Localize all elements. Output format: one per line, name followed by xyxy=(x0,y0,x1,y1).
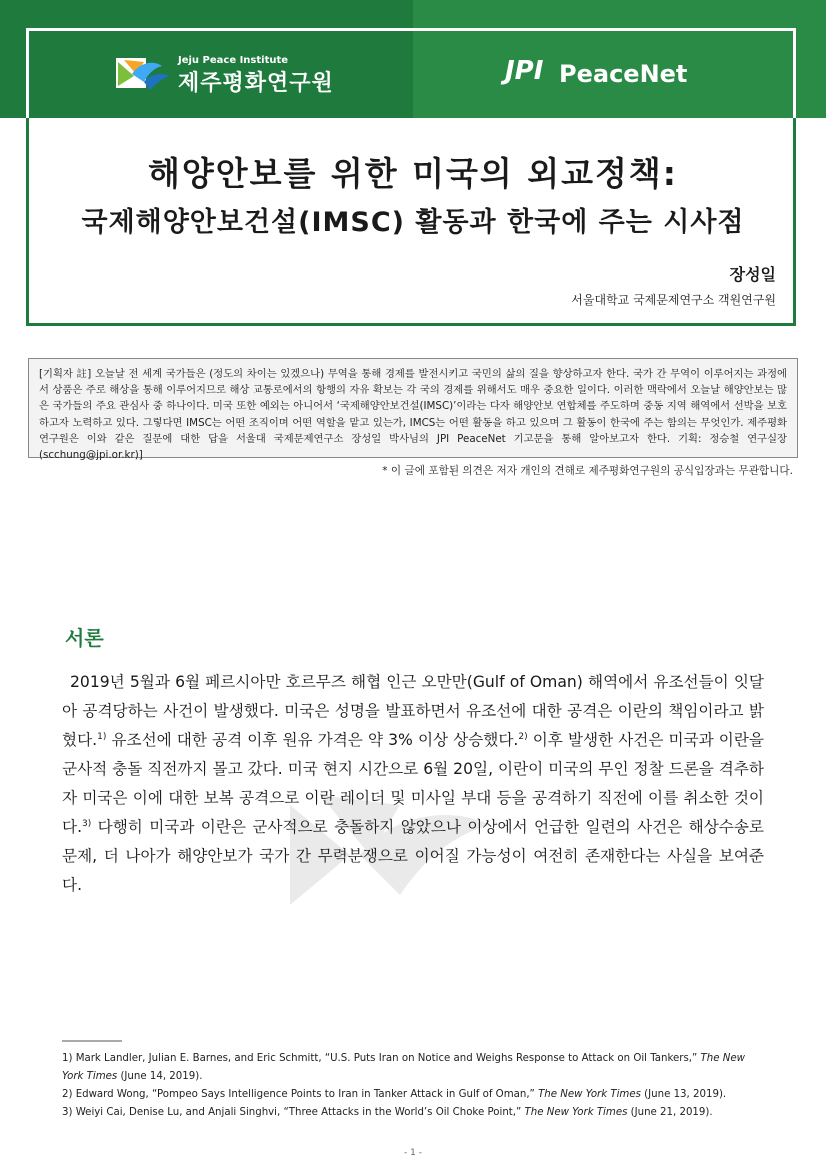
footnote-divider xyxy=(62,1040,122,1042)
page-title: 해양안보를 위한 미국의 외교정책: xyxy=(148,154,678,193)
footnote-item: 2) Edward Wong, “Pompeo Says Intelligence Points to Iran in Tanker Attack in Gulf of Oman,” The New York Times (June 13, 2019). xyxy=(62,1089,727,1100)
body-text: 유조선에 대한 공격 이후 원유 가격은 약 3% 이상 상승했다. xyxy=(106,731,519,749)
jpi-dove-icon xyxy=(114,52,174,92)
footnote-ref[interactable]: 1) xyxy=(97,731,107,742)
body-text: 2019년 5월과 6월 페르시아만 호르무즈 해협 인근 오만만(Gulf of Oman) 해역에서 유조선들이 잇달아 공격당하는 사건이 발생했다. 미국은 성명을 발표하면서 유조선에 대한 공격은 이란의 책임이라고 밝혔다. xyxy=(62,673,764,749)
footnote-ref[interactable]: 2) xyxy=(518,731,528,742)
disclaimer: * 이 글에 포함된 의견은 저자 개인의 견해로 제주평화연구원의 공식입장과는 무관합니다. xyxy=(382,465,793,477)
peacenet-mark: JPI xyxy=(505,56,544,86)
footnotes xyxy=(62,1050,768,1122)
footnote-item: 3) Weiyi Cai, Denise Lu, and Anjali Singhvi, “Three Attacks in the World’s Oil Choke Point,” The New York Times (June 21, 2019). xyxy=(62,1107,713,1118)
author-name: 장성일 xyxy=(729,265,776,284)
body-paragraph xyxy=(62,668,764,900)
jpi-logo xyxy=(114,52,354,96)
body-text: 다행히 미국과 이란은 군사적으로 충돌하지 않았으나 이상에서 언급한 일련의 사건은 해상수송로 문제, 더 나아가 해양안보가 국가 간 무력분쟁으로 이어질 가능성이 여전히 존재한다는 사실을 보여준다. xyxy=(62,818,764,894)
page-number: - 1 - xyxy=(404,1148,422,1158)
org-name-kr: 제주평화연구원 xyxy=(178,71,334,96)
footnote-item: 1) Mark Landler, Julian E. Barnes, and Eric Schmitt, “U.S. Puts Iran on Notice and Weighs Response to Attack on Oil Tankers,” The New York Times (June 14, 2019). xyxy=(62,1053,745,1082)
editor-note-box xyxy=(28,358,798,462)
footnote-ref[interactable]: 3) xyxy=(82,818,92,829)
org-name-en: Jeju Peace Institute xyxy=(178,55,289,66)
author-affiliation: 서울대학교 국제문제연구소 객원연구원 xyxy=(571,293,776,307)
peacenet-label: PeaceNet xyxy=(559,60,688,88)
body-text: 이후 발생한 사건은 미국과 이란을 군사적 충돌 직전까지 몰고 갔다. 미국 현지 시간으로 6월 20일, 이란이 미국의 무인 정찰 드론을 격추하자 미국은 이에 대한 보복 공격으로 이란 레이더 및 미사일 부대 등을 공격하기 직전에 이를 취소한 것이다. xyxy=(62,731,764,836)
page-subtitle: 국제해양안보건설(IMSC) 활동과 한국에 주는 시사점 xyxy=(81,207,745,238)
editor-note-text: [기획자 註] 오늘날 전 세계 국가들은 (정도의 차이는 있겠으나) 무역을 통해 경제를 발전시키고 국민의 삶의 질을 향상하고자 한다. 국가 간 무역이 이루어지는 과정에서 상품은 주로 해상을 통해 이루어지므로 해상 교통로에서의 항행의 자유 확보는 각 국의 경제를 위해서도 매우 중요한 일이다. 이러한 맥락에서 오늘날 해양안보는 많은 국가들의 주요 관심사 중 하나이다. 미국 또한 예외는 아니어서 ‘국제해양안보건설(IMSC)’이라는 다자 해양안보 연합체를 주도하며 중동 지역 해역에서 선박을 보호하고자 노력하고 있다. 그렇다면 IMSC는 어떤 조직이며 어떤 역할을 맡고 있는가, IMCS는 어떤 활동을 하고 있으며 그 활동이 한국에 주는 함의는 무엇인가. 제주평화연구원은 이와 같은 질문에 대한 답을 서울대 국제문제연구소 장성일 박사님의 JPI PeaceNet 기고문을 통해 알아보고자 한다. 기획: 정승철 연구실장(scchung@jpi.or.kr)] xyxy=(39,368,787,462)
section-heading: 서론 xyxy=(65,626,104,650)
